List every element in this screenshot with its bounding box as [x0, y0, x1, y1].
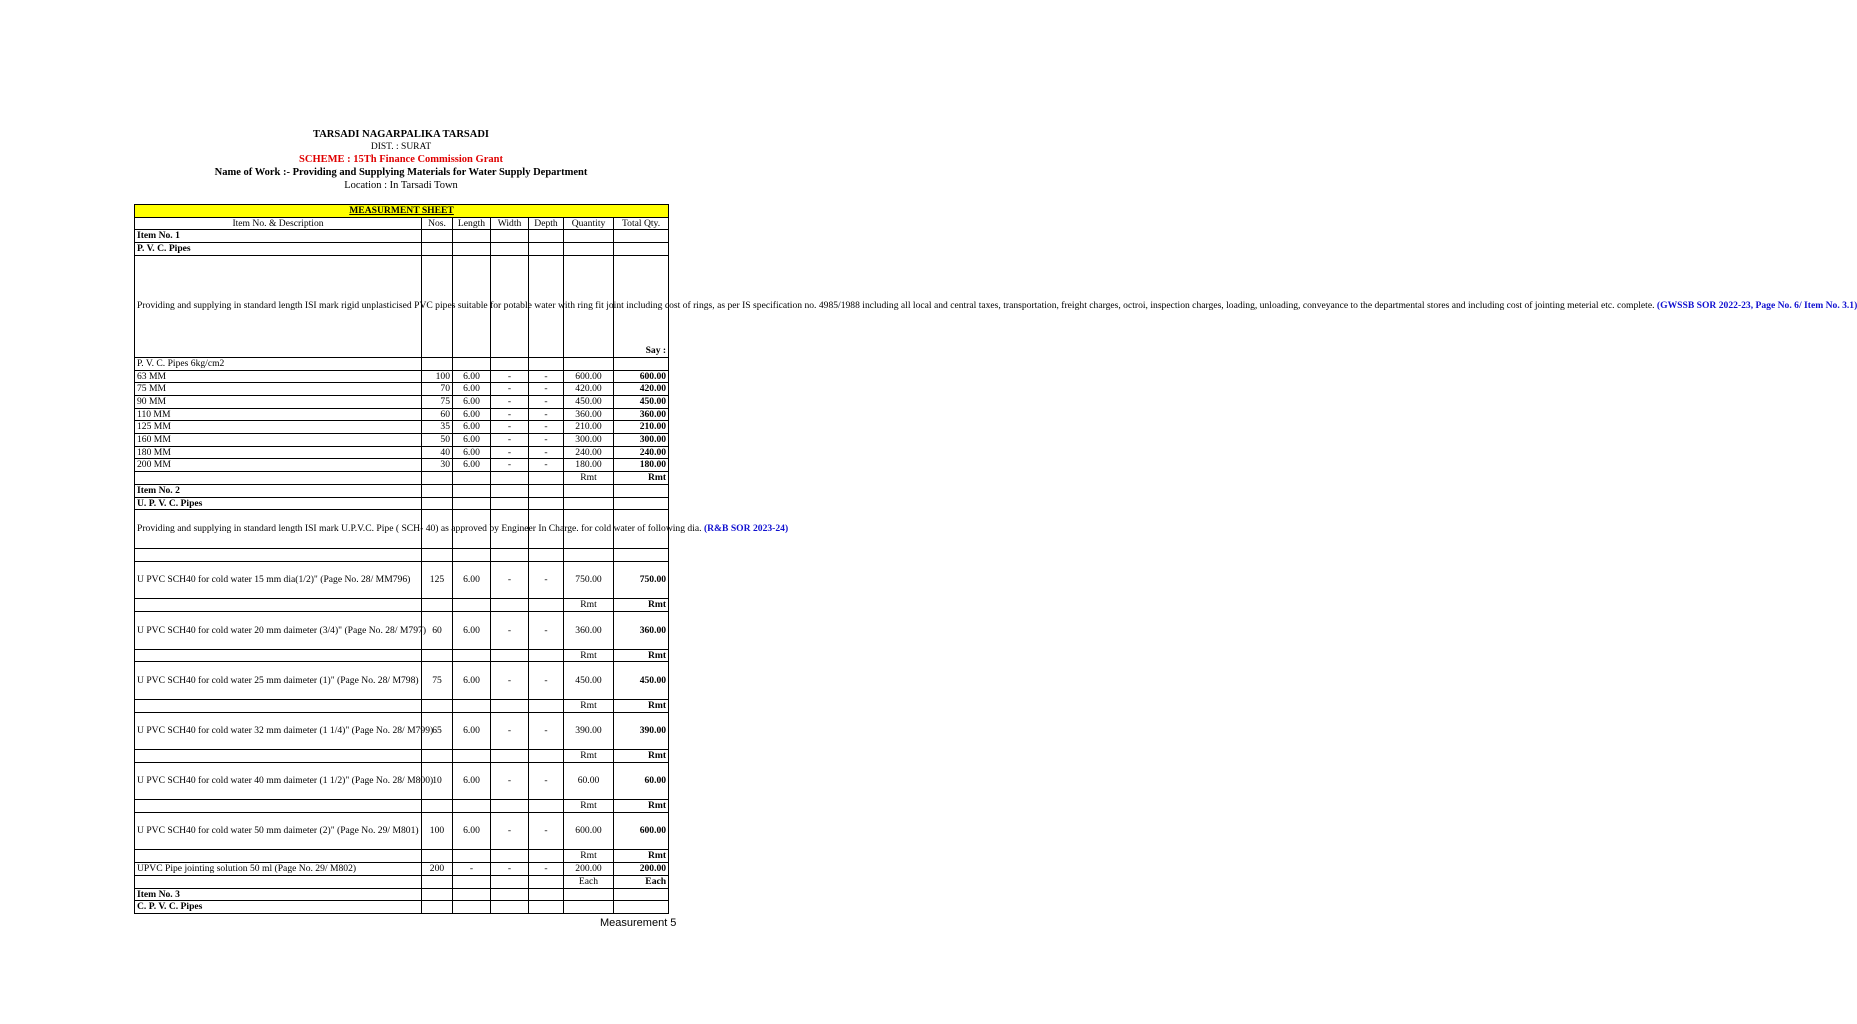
empty-cell [422, 472, 453, 485]
pipe-size: 75 MM [135, 383, 422, 396]
item-description [135, 510, 789, 549]
table-row [135, 649, 669, 662]
length-value: 6.00 [453, 561, 491, 599]
width-value: - [491, 446, 529, 459]
col-header: Item No. & Description [135, 217, 422, 230]
empty-cell [491, 800, 529, 813]
measurement-table [134, 204, 1857, 914]
empty-cell [453, 549, 491, 562]
table-row [135, 699, 669, 712]
sub-heading: P. V. C. Pipes 6kg/cm2 [135, 357, 422, 370]
empty-cell [614, 484, 669, 497]
width-value: - [491, 712, 529, 750]
name-of-work: Name of Work :- Providing and Supplying Materials for Water Supply Department [214, 167, 588, 178]
empty-cell [564, 497, 614, 510]
empty-cell [491, 472, 529, 485]
sheet-title: MEASURMENT SHEET [135, 205, 669, 218]
depth-value: - [529, 863, 564, 876]
table-row [135, 901, 669, 914]
empty-cell [453, 888, 491, 901]
length-value: 6.00 [453, 712, 491, 750]
table-row [135, 888, 669, 901]
length-value: 6.00 [453, 762, 491, 800]
scheme-line: SCHEME : 15Th Finance Commission Grant [299, 154, 503, 165]
nos-value: 200 [422, 863, 453, 876]
table-row [135, 863, 669, 876]
unit-label: Rmt [614, 649, 669, 662]
empty-cell [491, 599, 529, 612]
empty-cell [422, 875, 453, 888]
quantity-value: 600.00 [564, 370, 614, 383]
unit-label: Rmt [564, 599, 614, 612]
empty-cell [529, 850, 564, 863]
empty-cell [135, 875, 422, 888]
empty-cell [135, 750, 422, 763]
length-value: 6.00 [453, 395, 491, 408]
nos-value: 30 [422, 459, 453, 472]
total-qty-value: 750.00 [614, 561, 669, 599]
depth-value: - [529, 662, 564, 700]
depth-value: - [529, 459, 564, 472]
table-row [135, 662, 669, 700]
empty-cell [422, 901, 453, 914]
empty-cell [453, 484, 491, 497]
nos-value: 70 [422, 383, 453, 396]
empty-cell [564, 888, 614, 901]
empty-cell [135, 699, 422, 712]
item-number: Item No. 2 [135, 484, 422, 497]
nos-value: 75 [422, 395, 453, 408]
empty-cell [529, 497, 564, 510]
unit-label: Rmt [564, 850, 614, 863]
empty-cell [422, 850, 453, 863]
depth-value: - [529, 812, 564, 850]
depth-value: - [529, 446, 564, 459]
table-row [135, 395, 669, 408]
table-row [135, 370, 669, 383]
quantity-value: 240.00 [564, 446, 614, 459]
quantity-value: 210.00 [564, 421, 614, 434]
pipe-size: 63 MM [135, 370, 422, 383]
org-title: TARSADI NAGARPALIKA TARSADI [313, 129, 489, 140]
nos-value: 35 [422, 421, 453, 434]
unit-label: Rmt [614, 699, 669, 712]
nos-value: 60 [422, 408, 453, 421]
nos-value: 50 [422, 434, 453, 447]
unit-label: Rmt [564, 800, 614, 813]
width-value: - [491, 395, 529, 408]
quantity-value: 360.00 [564, 612, 614, 650]
say-label: Say : [614, 255, 669, 357]
table-row [135, 712, 669, 750]
quantity-value: 360.00 [564, 408, 614, 421]
depth-value: - [529, 762, 564, 800]
empty-cell [422, 599, 453, 612]
pipe-description: U PVC SCH40 for cold water 50 mm daimeter (2)" (Page No. 29/ M801) [135, 812, 422, 850]
total-qty-value: 300.00 [614, 434, 669, 447]
table-row [135, 800, 669, 813]
table-row [135, 472, 669, 485]
empty-cell [422, 549, 453, 562]
description-text: Providing and supplying in standard length ISI mark rigid unplasticised PVC pipes suitable for potable water with ring fit joint including cost of rings, as per IS specification no. 4985/1988 including all local and central taxes, transportation, freight charges, octroi, inspection charges, loading, unloading, conveyance to the departmental stores and including cost of jointing meterial etc. complete. [137, 300, 1655, 312]
empty-cell [529, 800, 564, 813]
pipe-size: 160 MM [135, 434, 422, 447]
depth-value: - [529, 421, 564, 434]
table-row [135, 599, 669, 612]
col-header: Width [491, 217, 529, 230]
empty-cell [614, 888, 669, 901]
quantity-value: 60.00 [564, 762, 614, 800]
table-row [135, 434, 669, 447]
item-name: P. V. C. Pipes [135, 243, 422, 256]
length-value: 6.00 [453, 446, 491, 459]
col-header: Quantity [564, 217, 614, 230]
empty-cell [614, 497, 669, 510]
empty-cell [529, 901, 564, 914]
quantity-value: 600.00 [564, 812, 614, 850]
width-value: - [491, 662, 529, 700]
pipe-size: 125 MM [135, 421, 422, 434]
unit-label: Rmt [564, 750, 614, 763]
total-qty-value: 60.00 [614, 762, 669, 800]
nos-value: 65 [422, 712, 453, 750]
total-qty-value: 450.00 [614, 662, 669, 700]
depth-value: - [529, 383, 564, 396]
empty-cell [491, 497, 529, 510]
length-value: 6.00 [453, 421, 491, 434]
table-row [135, 612, 669, 650]
empty-cell [614, 549, 669, 562]
width-value: - [491, 370, 529, 383]
total-qty-value: 600.00 [614, 812, 669, 850]
depth-value: - [529, 408, 564, 421]
width-value: - [491, 561, 529, 599]
column-header-row [135, 217, 669, 230]
empty-cell [529, 599, 564, 612]
quantity-value: 420.00 [564, 383, 614, 396]
table-row [135, 850, 669, 863]
empty-cell [529, 484, 564, 497]
table-row [135, 446, 669, 459]
width-value: - [491, 421, 529, 434]
nos-value: 75 [422, 662, 453, 700]
table-row [135, 421, 669, 434]
pipe-size: 110 MM [135, 408, 422, 421]
empty-cell [453, 850, 491, 863]
empty-cell [614, 901, 669, 914]
total-qty-value: 210.00 [614, 421, 669, 434]
empty-cell [529, 699, 564, 712]
unit-label: Rmt [614, 800, 669, 813]
table-row [135, 497, 669, 510]
pipe-size: 200 MM [135, 459, 422, 472]
total-qty-value: 390.00 [614, 712, 669, 750]
total-qty-value: 200.00 [614, 863, 669, 876]
empty-cell [422, 484, 453, 497]
unit-label: Each [564, 875, 614, 888]
page-footer: Measurement 5 [600, 917, 677, 929]
width-value: - [491, 383, 529, 396]
col-header: Nos. [422, 217, 453, 230]
empty-cell [422, 649, 453, 662]
empty-cell [422, 888, 453, 901]
total-qty-value: 600.00 [614, 370, 669, 383]
table-row [135, 549, 669, 562]
empty-cell [135, 850, 422, 863]
width-value: - [491, 459, 529, 472]
item-name: U. P. V. C. Pipes [135, 497, 422, 510]
location-line: Location : In Tarsadi Town [344, 180, 458, 191]
empty-cell [529, 888, 564, 901]
empty-cell [529, 649, 564, 662]
empty-cell [491, 888, 529, 901]
item-number: Item No. 1 [135, 230, 422, 243]
sor-reference: (R&B SOR 2023-24) [703, 523, 789, 535]
quantity-value: 750.00 [564, 561, 614, 599]
empty-cell [564, 901, 614, 914]
district-line: DIST. : SURAT [370, 142, 432, 152]
empty-cell [422, 497, 453, 510]
quantity-value: 390.00 [564, 712, 614, 750]
empty-cell [453, 497, 491, 510]
table-row [135, 561, 669, 599]
empty-cell [453, 800, 491, 813]
empty-cell [453, 875, 491, 888]
unit-label: Rmt [564, 699, 614, 712]
depth-value: - [529, 561, 564, 599]
length-value: 6.00 [453, 459, 491, 472]
total-qty-value: 240.00 [614, 446, 669, 459]
empty-cell [564, 549, 614, 562]
empty-cell [453, 699, 491, 712]
empty-cell [491, 901, 529, 914]
depth-value: - [529, 395, 564, 408]
table-row [135, 484, 669, 497]
sor-reference: (GWSSB SOR 2022-23, Page No. 6/ Item No. 3.1) [1656, 300, 1857, 312]
pipe-description: U PVC SCH40 for cold water 15 mm dia(1/2)" (Page No. 28/ MM796) [135, 561, 422, 599]
length-value: 6.00 [453, 612, 491, 650]
empty-cell [135, 800, 422, 813]
length-value: 6.00 [453, 370, 491, 383]
empty-cell [453, 901, 491, 914]
unit-label: Rmt [614, 599, 669, 612]
quantity-value: 450.00 [564, 662, 614, 700]
quantity-value: 180.00 [564, 459, 614, 472]
col-header: Total Qty. [614, 217, 669, 230]
nos-value: 40 [422, 446, 453, 459]
empty-cell [422, 800, 453, 813]
quantity-value: 200.00 [564, 863, 614, 876]
pipe-size: 90 MM [135, 395, 422, 408]
total-qty-value: 360.00 [614, 612, 669, 650]
depth-value: - [529, 612, 564, 650]
nos-value: 100 [422, 812, 453, 850]
empty-cell [491, 699, 529, 712]
nos-value: 60 [422, 612, 453, 650]
table-row [135, 750, 669, 763]
depth-value: - [529, 434, 564, 447]
total-qty-value: 360.00 [614, 408, 669, 421]
empty-cell [564, 484, 614, 497]
empty-cell [529, 472, 564, 485]
total-qty-value: 420.00 [614, 383, 669, 396]
empty-cell [491, 850, 529, 863]
nos-value: 100 [422, 370, 453, 383]
quantity-value: 450.00 [564, 395, 614, 408]
unit-label: Rmt [564, 472, 614, 485]
length-value: 6.00 [453, 434, 491, 447]
empty-cell [453, 649, 491, 662]
width-value: - [491, 434, 529, 447]
length-value: 6.00 [453, 383, 491, 396]
empty-cell [491, 484, 529, 497]
length-value: 6.00 [453, 812, 491, 850]
total-qty-value: 450.00 [614, 395, 669, 408]
table-row [135, 510, 669, 549]
empty-cell [422, 699, 453, 712]
width-value: - [491, 812, 529, 850]
empty-cell [491, 549, 529, 562]
table-row [135, 875, 669, 888]
pipe-description: U PVC SCH40 for cold water 32 mm daimeter (1 1/4)" (Page No. 28/ M799) [135, 712, 422, 750]
length-value: 6.00 [453, 408, 491, 421]
empty-cell [491, 649, 529, 662]
empty-cell [529, 875, 564, 888]
description-text: Providing and supplying in standard length ISI mark U.P.V.C. Pipe ( SCH- 40) as approved by Engineer In Charge. for cold water of following dia. [137, 523, 702, 535]
length-value: - [453, 863, 491, 876]
unit-label: Rmt [614, 750, 669, 763]
item-name: C. P. V. C. Pipes [135, 901, 422, 914]
empty-cell [135, 549, 422, 562]
solution-description: UPVC Pipe jointing solution 50 ml (Page No. 29/ M802) [135, 863, 422, 876]
depth-value: - [529, 712, 564, 750]
nos-value: 125 [422, 561, 453, 599]
quantity-value: 300.00 [564, 434, 614, 447]
empty-cell [453, 472, 491, 485]
table-row [135, 459, 669, 472]
col-header: Length [453, 217, 491, 230]
pipe-description: U PVC SCH40 for cold water 25 mm daimeter (1)" (Page No. 28/ M798) [135, 662, 422, 700]
width-value: - [491, 612, 529, 650]
unit-label: Rmt [614, 850, 669, 863]
table-row [135, 762, 669, 800]
table-row [135, 383, 669, 396]
nos-value: 10 [422, 762, 453, 800]
pipe-description: U PVC SCH40 for cold water 40 mm daimeter (1 1/2)" (Page No. 28/ M800) [135, 762, 422, 800]
table-row [135, 812, 669, 850]
empty-cell [529, 750, 564, 763]
width-value: - [491, 863, 529, 876]
empty-cell [491, 750, 529, 763]
pipe-description: U PVC SCH40 for cold water 20 mm daimeter (3/4)" (Page No. 28/ M797) [135, 612, 422, 650]
empty-cell [135, 649, 422, 662]
unit-label: Rmt [614, 472, 669, 485]
total-qty-value: 180.00 [614, 459, 669, 472]
unit-label: Rmt [564, 649, 614, 662]
pipe-size: 180 MM [135, 446, 422, 459]
length-value: 6.00 [453, 662, 491, 700]
empty-cell [453, 750, 491, 763]
unit-label: Each [614, 875, 669, 888]
empty-cell [135, 472, 422, 485]
empty-cell [453, 599, 491, 612]
empty-cell [491, 875, 529, 888]
width-value: - [491, 762, 529, 800]
depth-value: - [529, 370, 564, 383]
col-header: Depth [529, 217, 564, 230]
empty-cell [529, 549, 564, 562]
empty-cell [422, 750, 453, 763]
empty-cell [135, 599, 422, 612]
item-number: Item No. 3 [135, 888, 422, 901]
width-value: - [491, 408, 529, 421]
table-row [135, 408, 669, 421]
